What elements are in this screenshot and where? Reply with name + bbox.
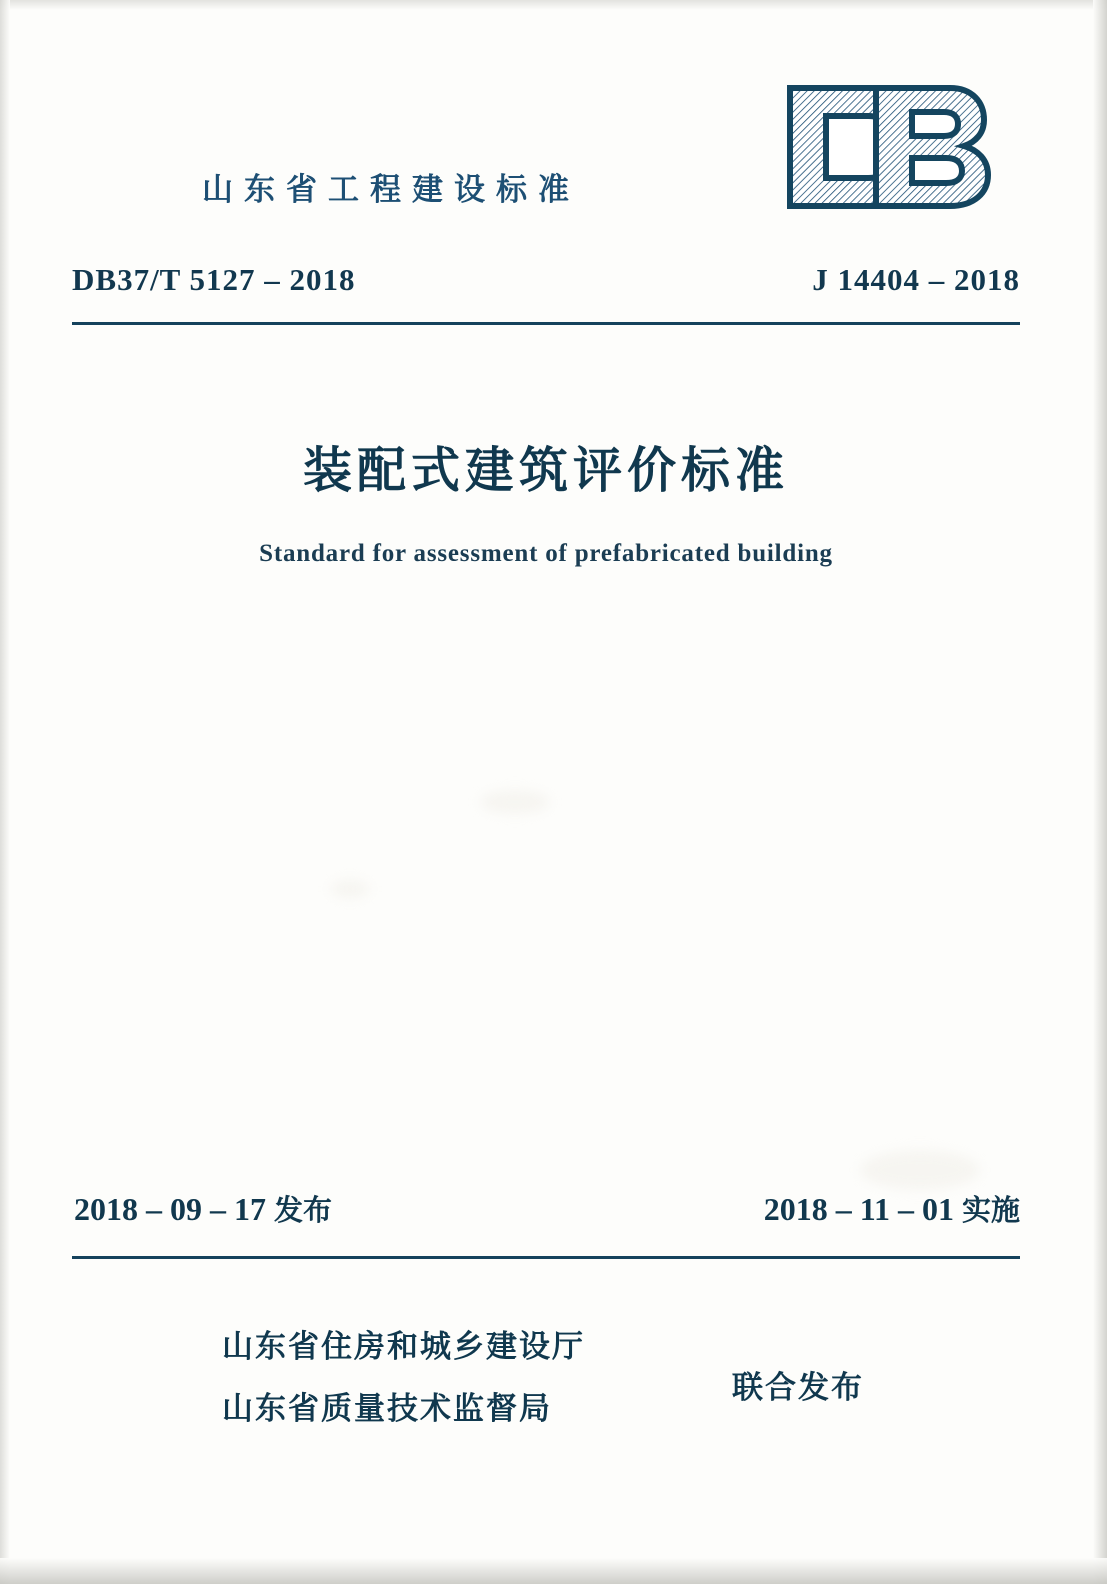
scan-edge-left — [0, 0, 10, 1584]
dates-row — [72, 1188, 1020, 1236]
cover-content — [72, 0, 1020, 1584]
publisher-name: 山东省住房和城乡建设厅 — [222, 1329, 585, 1364]
publisher-name: 山东省质量技术监督局 — [222, 1391, 552, 1426]
effective-date-group — [764, 1188, 1020, 1229]
joint-issue-label: 联合发布 — [732, 1370, 864, 1405]
issue-date-group — [74, 1188, 332, 1229]
footer-divider — [72, 1256, 1020, 1259]
db-logo — [782, 80, 1002, 215]
scan-edge-right — [1093, 0, 1107, 1584]
page-subtitle-english: Standard for assessment of prefabricated building — [259, 540, 833, 567]
standard-code: DB37/T 5127 – 2018 — [72, 262, 356, 297]
publisher-list — [222, 1316, 692, 1440]
page-title: 装配式建筑评价标准 — [302, 444, 789, 498]
issue-date: 2018 – 09 – 17 — [74, 1191, 266, 1227]
effective-date-label: 实施 — [961, 1195, 1020, 1227]
registration-code: J 14404 – 2018 — [812, 262, 1020, 297]
code-row — [72, 262, 1020, 308]
series-title: 山东省工程建设标准 — [202, 172, 580, 207]
publishers-block — [72, 1316, 1020, 1466]
header-divider — [72, 322, 1020, 325]
issue-date-label: 发布 — [274, 1195, 333, 1227]
effective-date: 2018 – 11 – 01 — [763, 1191, 954, 1227]
